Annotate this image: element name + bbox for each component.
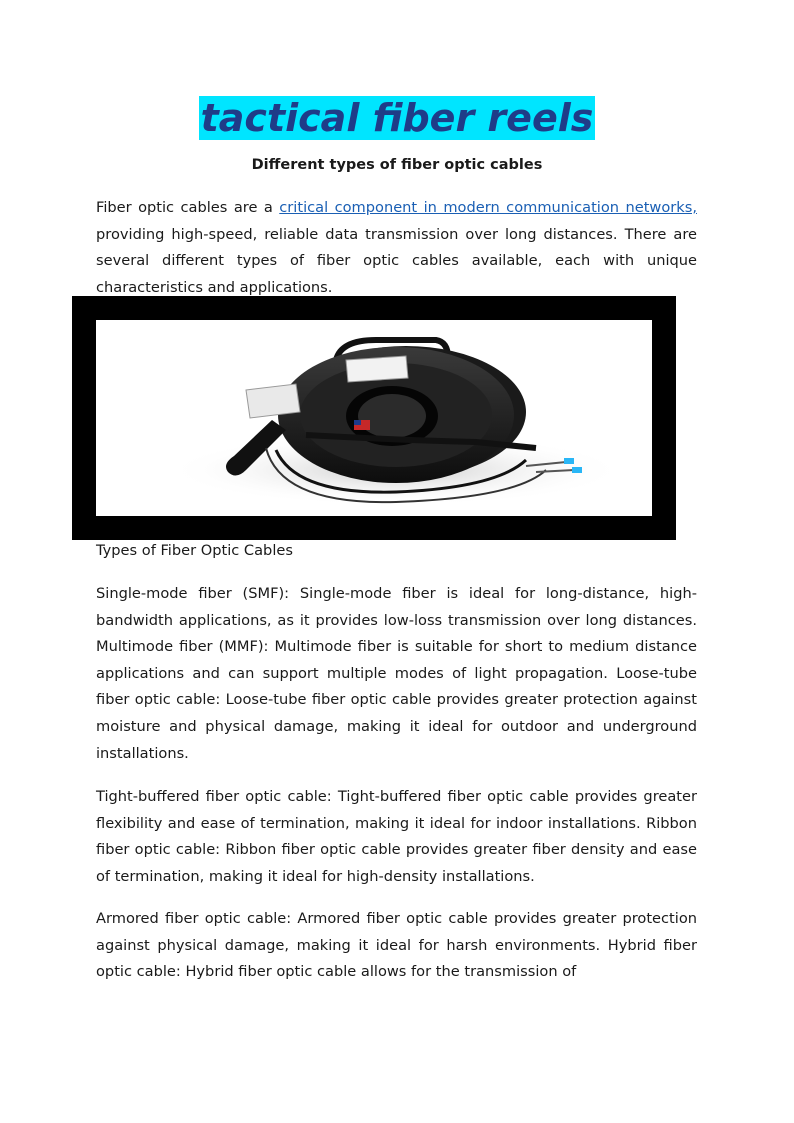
page-title: tactical fiber reels xyxy=(200,96,594,140)
intro-text-before: Fiber optic cables are a xyxy=(96,199,280,216)
product-image xyxy=(96,320,652,516)
title-container xyxy=(0,96,794,140)
product-image-frame xyxy=(72,296,676,540)
fiber-reel-illustration xyxy=(96,320,652,516)
critical-component-link[interactable]: critical component in modern communication networks, xyxy=(279,199,697,216)
intro-paragraph xyxy=(96,195,697,301)
types-paragraph-3: Armored fiber optic cable: Armored fiber optic cable provides greater protection against physical damage, making it ideal for harsh environments. Hybrid fiber optic cable: Hybrid fiber optic cable allows for the transmission of xyxy=(96,910,697,981)
types-paragraph-2: Tight-buffered fiber optic cable: Tight-buffered fiber optic cable provides greater flexibility and ease of termination, making it ideal for indoor installations. Ribbon fiber optic cable: Ribbon fiber optic cable provides greater fiber density and ease of termination, making it ideal for high-density installations. xyxy=(96,788,697,885)
intro-text-after: providing high-speed, reliable data transmission over long distances. There are several different types of fiber optic cables available, each with unique characteristics and applications. xyxy=(96,225,697,296)
page-subtitle: Different types of fiber optic cables xyxy=(251,157,543,173)
types-paragraph-1: Single-mode fiber (SMF): Single-mode fiber is ideal for long-distance, high-bandwidth applications, as it provides low-loss transmission over long distances. Multimode fiber (MMF): Multimode fiber is suitable for short to medium distance applications and can support multiple modes of light propagation. Loose-tube fiber optic cable: Loose-tube fiber optic cable provides greater protection against moisture and physical damage, making it ideal for outdoor and underground installations. xyxy=(96,585,697,762)
section-label: Types of Fiber Optic Cables xyxy=(96,542,293,559)
